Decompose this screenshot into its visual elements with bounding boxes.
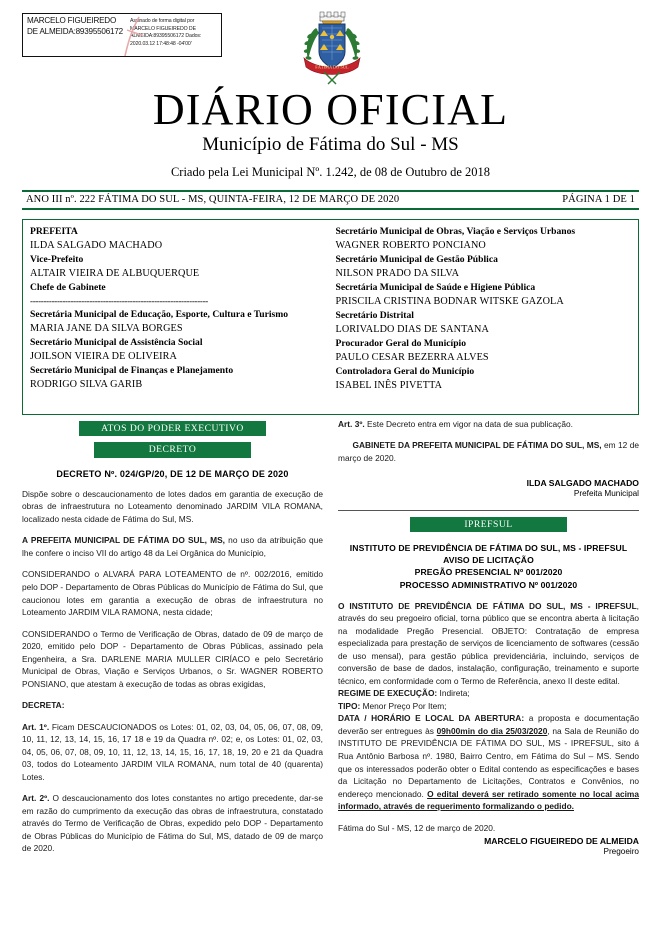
- regime-label: REGIME DE EXECUÇÃO:: [338, 688, 438, 699]
- official-role: Secretário Municipal de Assistência Social: [30, 337, 203, 349]
- decree-decreta-label: DECRETA:: [22, 700, 65, 711]
- official-role: Secretária Municipal de Educação, Esporte, Cultura e Turismo: [30, 309, 289, 321]
- official-person: PAULO CESAR BEZERRA ALVES: [335, 351, 489, 363]
- official-person: ALTAIR VIEIRA DE ALBUQUERQUE: [30, 267, 200, 279]
- decree-ementa: Dispõe sobre o descaucionamento de lotes dados em garantia de execução de obras de infraestrutura no Loteamento denominado JARDIM VILA ROMANA, localizado nesta cidade de Fátima do Sul, MS.: [22, 488, 323, 524]
- decree-article-1: [22, 721, 323, 784]
- official-role: Controladora Geral do Município: [335, 366, 475, 378]
- article-2-text: O descaucionamento dos lotes constantes no artigo precedente, dar-se em razão do cumprimento da execução das obras de infraestrutura, constatado através do Termo de Verificação de Obras, expedido pelo DOP - Departamento de Obras Públicas do Município de Fátima do Sul, MS, datado de 09 de março de 2020.: [22, 793, 323, 854]
- official-role: Secretário Municipal de Finanças e Planejamento: [30, 365, 234, 377]
- edital-notice: O edital deverá ser retirado somente no local acima informado, através de requerimento formalizando o pedido.: [338, 788, 639, 812]
- official-role: Procurador Geral do Município: [335, 338, 466, 350]
- tipo-value: Menor Preço Por Item;: [360, 700, 447, 711]
- iprefsul-heading: [338, 542, 639, 591]
- article-3-text: Este Decreto entra em vigor na data de sua publicação.: [364, 418, 573, 429]
- section-divider: [338, 510, 639, 511]
- decree-signer-role: Prefeita Municipal: [573, 489, 639, 499]
- iprefsul-signer-role: Pregoeiro: [603, 847, 639, 857]
- official-role: Secretário Municipal de Obras, Viação e Serviços Urbanos: [335, 225, 576, 237]
- page-title: DIÁRIO OFICIAL: [152, 85, 509, 134]
- decree-considerando-2: CONSIDERANDO o Termo de Verificação de Obras, datado de 09 de março de 2020, emitido pelo DOP - Departamento de Obras Públicas, assinado pela Engenheira, a Sra. DARLENE MARIA MULLER CIRÍACO e pelo Secretário Municipal de Obras, Viação e Serviços Urbanos, o Sr. WAGNER ROBERTO PONSIANO, que atestam à execução de todas as obras exigidas,: [22, 628, 323, 689]
- data-part-2: , na Sala de Reunião do INSTITUTO DE PREVIDÊNCIA DE FÁTIMA DO SUL, MS - IPREFSUL, sito á Rua Antônio Barbosa nº. 1980, Bairro Centro, em Fátima do Sul – MS. Sendo que os interessados poderão obter o Edital contendo as especificações e bases da Licitação no Departamento de Licitações, Contratos e Convênios, no endereço mencionado.: [338, 725, 639, 799]
- official-role: Secretário Municipal de Gestão Pública: [335, 253, 498, 265]
- iprefsul-head-line-4: PROCESSO ADMINISTRATIVO Nº 001/2020: [399, 579, 578, 590]
- article-1-label: Art. 1º.: [22, 721, 50, 732]
- decree-considerando-1: CONSIDERANDO o ALVARÁ PARA LOTEAMENTO de nº. 002/2016, emitido pelo DOP - Departamento de Obras Públicas do Município de Fátima do Sul, que caucionou lotes em garantia a execução de obras de infraestrutura no Loteamento JARDIM VILA RAMONA, nesta cidade;: [22, 569, 323, 618]
- section-banner-decreto: DECRETO: [94, 442, 251, 458]
- issue-page-indicator: PÁGINA 1 DE 1: [562, 193, 635, 205]
- issue-info-bar: [22, 190, 639, 210]
- official-person: PRISCILA CRISTINA BODNAR WITSKE GAZOLA: [335, 295, 564, 307]
- official-person: RODRIGO SILVA GARIB: [30, 378, 143, 390]
- decree-title: DECRETO Nº. 024/GP/20, DE 12 DE MARÇO DE 2020: [56, 468, 289, 479]
- iprefsul-signer-name: MARCELO FIGUEIREDO DE ALMEIDA: [484, 836, 639, 847]
- decree-preamble-rest: no uso da atribuição que lhe confere o inciso VII do artigo 48 da Lei Orgânica do Município,: [22, 535, 323, 558]
- official-person: MARIA JANE DA SILVA BORGES: [30, 322, 183, 334]
- decree-gabinete: [338, 439, 639, 464]
- official-role: PREFEITA: [30, 225, 78, 237]
- article-2-label: Art. 2º.: [22, 793, 50, 804]
- data-part-1: a proposta e documentação deverão ser entregues às: [338, 713, 639, 736]
- regime-value: Indireta;: [437, 688, 470, 699]
- iprefsul-tipo: [338, 700, 639, 713]
- official-person: ILDA SALGADO MACHADO: [30, 239, 163, 251]
- officials-column-left: [30, 225, 326, 408]
- decree-article-2: [22, 792, 323, 855]
- officials-divider: ------------------------------------------------------------------: [30, 295, 209, 306]
- decree-preamble-bold: A PREFEITA MUNICIPAL DE FÁTIMA DO SUL, MS,: [22, 535, 225, 546]
- official-person: ISABEL INÊS PIVETTA: [335, 379, 443, 391]
- iprefsul-head-line-2: AVISO DE LICITAÇÃO: [443, 555, 534, 566]
- iprefsul-data-local: [338, 712, 639, 812]
- digital-signature-stamp: [22, 13, 222, 57]
- article-3-label: Art. 3º.: [338, 418, 365, 429]
- official-role: Secretário Distrital: [335, 310, 414, 322]
- official-role: Chefe de Gabinete: [30, 282, 106, 294]
- data-label: DATA / HORÁRIO E LOCAL DA ABERTURA:: [338, 713, 525, 724]
- iprefsul-body: [338, 600, 639, 688]
- decree-article-3: [338, 418, 639, 431]
- gabinete-bold: GABINETE DA PREFEITA MUNICIPAL DE FÁTIMA DO SUL, MS,: [352, 440, 602, 451]
- officials-box: [22, 219, 639, 415]
- svg-text:FÁTIMA DO SUL: FÁTIMA DO SUL: [315, 64, 349, 70]
- official-person: NILSON PRADO DA SILVA: [335, 267, 460, 279]
- article-1-text: Ficam DESCAUCIONADOS os Lotes: 01, 02, 03, 04, 05, 06, 07, 08, 09, 10, 11, 12, 13, 14, 15, 16, 17 18 e 19 da Quadra nº. 02; e, os Lotes: 01, 02, 03, 04, 05, 06, 07, 08, 09, 10, 11, 12, 13, 14, 15, 16, 17, 18, 19, 20 e 21 da Quadra 03, todos do Loteamento JARDIM VILA ROMANA, num total de 40 (quarenta) Lotes.: [22, 721, 323, 782]
- official-role: Vice-Prefeito: [30, 253, 84, 265]
- signature-detail: Assinado de forma digital por MARCELO FIGUEIREDO DE ALMEIDA:89395506172 Dados: 2020.03.12 17:48:48 -04'00': [130, 18, 202, 48]
- official-person: WAGNER ROBERTO PONCIANO: [335, 239, 486, 251]
- iprefsul-regime: [338, 687, 639, 700]
- data-deadline: 09h00min do dia 25/03/2020: [436, 725, 548, 736]
- issue-info-left: ANO III nº. 222 FÁTIMA DO SUL - MS, QUINTA-FEIRA, 12 DE MARÇO DE 2020: [26, 193, 400, 205]
- masthead-law-line: Criado pela Lei Municipal Nº. 1.242, de 08 de Outubro de 2018: [170, 164, 491, 179]
- column-right: [338, 415, 639, 857]
- iprefsul-body-bold: O INSTITUTO DE PREVIDÊNCIA DE FÁTIMA DO SUL, MS - IPREFSUL: [338, 600, 637, 611]
- iprefsul-head-line-1: INSTITUTO DE PREVIDÊNCIA DE FÁTIMA DO SUL, MS - IPREFSUL: [349, 543, 628, 553]
- signature-subject: MARCELO FIGUEIREDO DE ALMEIDA:89395506172: [27, 16, 123, 36]
- official-person: JOILSON VIEIRA DE OLIVEIRA: [30, 350, 178, 362]
- official-person: LORIVALDO DIAS DE SANTANA: [335, 323, 489, 335]
- tipo-label: TIPO:: [338, 700, 361, 711]
- coat-of-arms-icon: [296, 10, 368, 88]
- column-left: [22, 415, 323, 857]
- iprefsul-local-date: Fátima do Sul - MS, 12 de março de 2020.: [338, 822, 496, 833]
- official-role: Secretária Municipal de Saúde e Higiene Pública: [335, 282, 536, 294]
- section-banner-atos: ATOS DO PODER EXECUTIVO: [79, 421, 266, 437]
- masthead-subtitle: Município de Fátima do Sul - MS: [202, 134, 459, 155]
- iprefsul-head-line-3: PREGÃO PRESENCIAL Nº 001/2020: [414, 567, 563, 578]
- section-banner-iprefsul: IPREFSUL: [410, 517, 567, 533]
- decree-signer-name: ILDA SALGADO MACHADO: [526, 478, 639, 489]
- iprefsul-body-rest: , através do seu pregoeiro oficial, torna público que se encontra aberta à licitação na modalidade Pregão Presencial. OBJETO: Contratação de empresa especializada para prestação de serviços de licenciamento de softwares (cessão de uso mensal), para gestão pública previdenciária, incluindo, serviços de conversão de base de dados, instalação, configuração, treinamento e suporte técnico, em conformidade com o Termo de Referência, anexo II deste edital.: [338, 600, 639, 686]
- content-columns: [22, 415, 639, 857]
- decree-preamble: [22, 534, 323, 559]
- gabinete-rest: em 12 de março de 2020.: [338, 440, 639, 463]
- officials-column-right: [336, 225, 632, 408]
